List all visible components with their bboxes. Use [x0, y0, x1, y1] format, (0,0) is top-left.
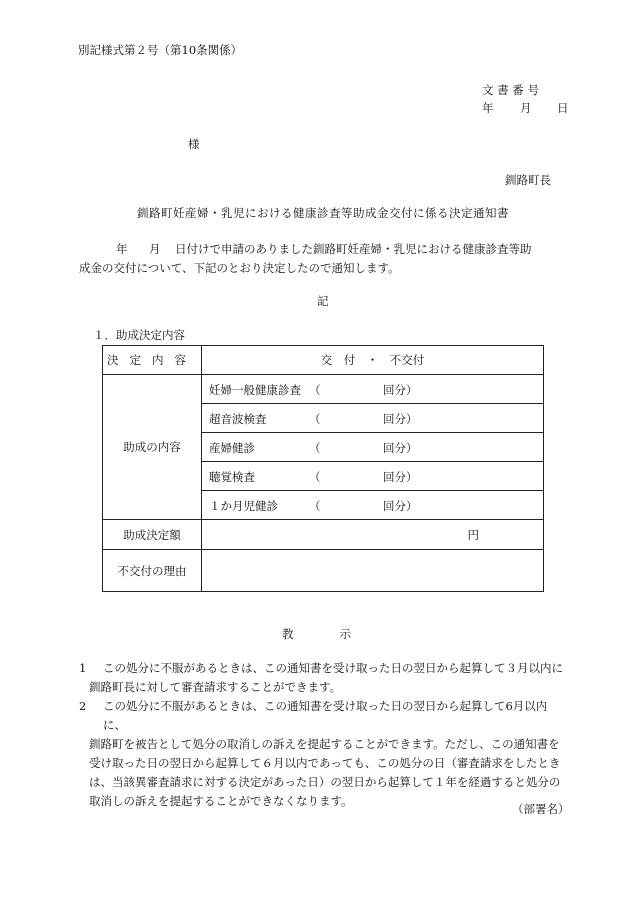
item-open-paren: （ [309, 441, 321, 455]
content-item-cell [202, 433, 544, 462]
content-item-cell [202, 491, 544, 520]
note-line: 受け取った日の翌日から起算して６月以内であっても、この処分の日（審査請求をしたとき [89, 756, 561, 770]
decision-table [102, 345, 544, 592]
item-name: 妊婦一般健康診査 [209, 383, 301, 397]
note-line: 取消しの訴えを提起することができなくなります。 [89, 794, 353, 808]
decision-label-cell [103, 346, 202, 375]
sender-name: 釧路町長 [505, 173, 551, 187]
note-line: 釧路町を被告として処分の取消しの訴えを提起することができます。ただし、この通知書を [89, 737, 560, 751]
body-year-label: 年 [116, 242, 128, 256]
note-line: は、当該異審査請求に対する決定があった日）の翌日から起算して１年を経過すると処分の [89, 775, 561, 789]
content-item-cell [202, 462, 544, 491]
kyoji-heading: 教 示 [282, 627, 351, 641]
table-row [103, 550, 544, 592]
note-line: 釧路町長に対して審査請求することができます。 [89, 680, 342, 694]
document-number-label: 文 書 番 号 [482, 83, 539, 97]
item-open-paren: （ [309, 470, 321, 484]
date-year-label: 年 [482, 101, 494, 115]
note-line: この処分に不服があるときは、この通知書を受け取った日の翌日から起算して３月以内に [103, 661, 563, 675]
item-name: １か月児健診 [209, 499, 278, 513]
item-unit: 回分） [383, 470, 418, 484]
item-name: 産婦健診 [209, 441, 255, 455]
section-heading: １．助成決定内容 [93, 328, 185, 342]
body-line-2: 成金の交付について、下記のとおり決定したので通知します。 [79, 261, 400, 275]
table-row [103, 520, 544, 550]
date-month-label: 月 [520, 101, 532, 115]
table-row [103, 375, 544, 404]
form-label: 別記様式第２号（第10条関係） [78, 43, 243, 57]
body-line-1: 日付けで申請のありました釧路町妊産婦・乳児における健康診査等助 [175, 242, 532, 256]
body-month-label: 月 [149, 242, 161, 256]
decision-label: 決定内容 [107, 353, 197, 367]
note-line: この処分に不服があるときは、この通知書を受け取った日の翌日から起算して6月以内に、 [103, 699, 548, 732]
content-label: 助成の内容 [123, 440, 181, 454]
item-unit: 回分） [383, 412, 418, 426]
note-text [89, 697, 569, 811]
amount-label-cell [103, 520, 202, 550]
reason-label-cell [103, 550, 202, 592]
item-unit: 回分） [383, 499, 418, 513]
item-open-paren: （ [309, 383, 321, 397]
amount-label: 助成決定額 [123, 527, 181, 542]
note-text [89, 659, 569, 697]
table-row [103, 346, 544, 375]
reason-label: 不交付の理由 [117, 563, 187, 578]
note-number: 1 [79, 661, 87, 675]
item-open-paren: （ [309, 412, 321, 426]
item-name: 聴覚検査 [209, 470, 255, 484]
content-item-cell [202, 375, 544, 404]
decision-value: 交 付 ・ 不交付 [320, 353, 425, 367]
note-number: 2 [79, 699, 87, 713]
reason-value-cell [202, 550, 544, 592]
addressee-suffix: 様 [188, 137, 200, 151]
item-name: 超音波検査 [209, 412, 267, 426]
content-item-cell [202, 404, 544, 433]
document-title: 釧路町妊産婦・乳児における健康診査等助成金交付に係る決定通知書 [137, 206, 509, 220]
ki-heading: 記 [317, 294, 329, 308]
date-day-label: 日 [557, 101, 569, 115]
item-unit: 回分） [383, 383, 418, 397]
amount-value-cell [202, 520, 544, 550]
amount-unit: 円 [467, 527, 479, 542]
item-open-paren: （ [309, 499, 321, 513]
item-unit: 回分） [383, 441, 418, 455]
decision-value-cell [202, 346, 544, 375]
content-label-cell [103, 375, 202, 520]
department-label: （部署名） [512, 802, 570, 816]
